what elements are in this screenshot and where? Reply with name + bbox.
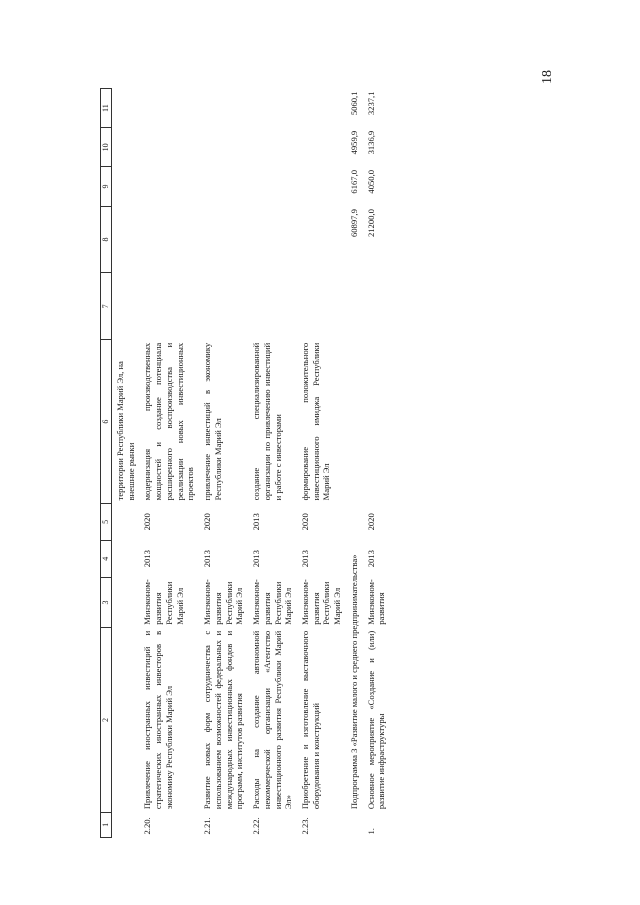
value-col8 (297, 206, 346, 273)
event-name: Основное мероприятие «Создание и (или) развитие инфраструктуры (365, 630, 387, 810)
end-year (112, 503, 140, 540)
start-year (112, 540, 140, 577)
value-col10 (297, 128, 346, 167)
value-col11 (139, 89, 199, 128)
header-cell: 10 (101, 128, 112, 167)
value-col7 (363, 273, 390, 340)
value-col8 (199, 206, 248, 273)
event-name: Развитие новых форм сотрудничества с использованием возможностей федеральных и международных инвестиционных фондов и программ, институтов развития (202, 630, 245, 810)
end-year: 2013 (251, 513, 262, 531)
row-number: 2.20. (142, 817, 153, 835)
event-name: Расходы на создание автономной некоммерческой организации «Агентство инвестиционного развития Республики Марий Эл» (251, 630, 294, 810)
value-col10 (199, 128, 248, 167)
column-number-header (101, 89, 112, 838)
value-col7 (139, 273, 199, 340)
expected-result: привлечение инвестиций в экономику Республики Марий Эл (202, 342, 223, 501)
header-cell: 5 (101, 503, 112, 540)
value-col11 (112, 89, 140, 128)
value-col9: 4050,0 (365, 169, 376, 194)
expected-result: создание специализированной организации по привлечению инвестиций и работе с инвесторами (251, 342, 283, 501)
start-year: 2013 (365, 550, 376, 568)
page-number: 18 (540, 70, 555, 84)
row-number: 2.21. (202, 817, 213, 835)
table-row (112, 89, 140, 838)
value-col11 (199, 89, 248, 128)
value-col7 (248, 273, 297, 340)
value-col8 (112, 206, 140, 273)
row-number: 1. (365, 828, 376, 835)
value-col9 (139, 167, 199, 206)
expected-result: модернизация производственных мощностей и создание потенциала расширенного воспроизводства и реализации новых инвестиционных проектов (142, 342, 196, 501)
header-cell: 1 (101, 812, 112, 837)
table-row (248, 89, 297, 838)
executor: Минэконом- развития (365, 579, 387, 625)
header-cell: 2 (101, 628, 112, 812)
value-col11: 3237,1 (365, 91, 376, 116)
program-table (100, 88, 390, 838)
start-year: 2013 (202, 550, 213, 568)
row-number: 2.23. (300, 817, 311, 835)
executor: Минэконом- развития Республики Марий Эл (300, 579, 343, 625)
executor (112, 577, 140, 628)
end-year: 2020 (365, 513, 376, 531)
header-cell: 7 (101, 273, 112, 340)
value-col7 (112, 273, 140, 340)
value-col9 (112, 167, 140, 206)
value-col10 (112, 128, 140, 167)
value-col10 (248, 128, 297, 167)
subprogram-title: Подпрограмма 3 «Развитие малого и среднего предпринимательства» (348, 554, 359, 810)
event-name (112, 628, 140, 812)
executor: Минэконом- развития Республики Марий Эл (251, 579, 294, 625)
table-row (139, 89, 199, 838)
expected-result: формирование положительного инвестиционного имиджа Республики Марий Эл (300, 342, 332, 501)
header-cell: 6 (101, 340, 112, 504)
subprogram-row (346, 89, 363, 838)
expected-result: территории Республики Марий Эл, на внешние рынки (115, 361, 136, 501)
row-number: 2.22. (251, 817, 262, 835)
value-col11 (297, 89, 346, 128)
event-name: Приобретение и изготовление выставочного оборудования и конструкций (300, 630, 321, 810)
value-col9 (297, 167, 346, 206)
header-cell: 9 (101, 167, 112, 206)
value-col8 (248, 206, 297, 273)
value-col7 (346, 273, 363, 340)
event-name: Привлечение иностранных инвестиций и стратегических иностранных инвесторов в экономику Республики Марий Эл (142, 630, 174, 810)
value-col8: 21200,0 (365, 209, 376, 238)
executor: Минэконом- развития Республики Марий Эл (202, 579, 245, 625)
value-col11 (248, 89, 297, 128)
value-col9 (248, 167, 297, 206)
value-col9 (199, 167, 248, 206)
value-col10: 4959,9 (348, 130, 359, 155)
row-number (112, 812, 140, 837)
expected-result (363, 340, 390, 504)
value-col7 (297, 273, 346, 340)
end-year: 2020 (202, 513, 213, 531)
rotated-table-container (100, 88, 530, 838)
end-year: 2020 (300, 513, 311, 531)
main-event-row (363, 89, 390, 838)
header-cell: 8 (101, 206, 112, 273)
start-year: 2013 (251, 550, 262, 568)
value-col10 (139, 128, 199, 167)
value-col8: 60897,9 (348, 209, 359, 238)
end-year: 2020 (142, 513, 153, 531)
value-col11: 5060,1 (348, 91, 359, 116)
table-row (199, 89, 248, 838)
value-col9: 6167,0 (348, 169, 359, 194)
start-year: 2013 (300, 550, 311, 568)
value-col7 (199, 273, 248, 340)
table-row (297, 89, 346, 838)
header-cell: 3 (101, 577, 112, 628)
start-year: 2013 (142, 550, 153, 568)
value-col8 (139, 206, 199, 273)
row-number (346, 812, 363, 837)
executor: Минэконом- развития Республики Марий Эл (142, 579, 185, 625)
header-cell: 4 (101, 540, 112, 577)
value-col10: 3136,9 (365, 130, 376, 155)
header-cell: 11 (101, 89, 112, 128)
